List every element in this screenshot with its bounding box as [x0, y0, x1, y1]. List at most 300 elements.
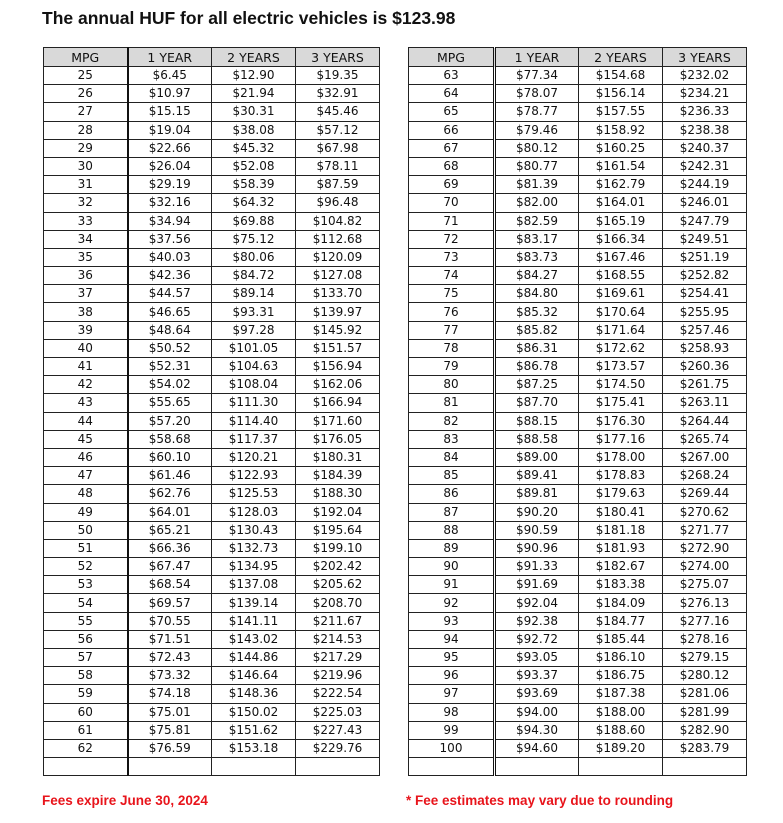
table-row [44, 412, 380, 430]
cell-mpg: 88 [409, 521, 495, 539]
cell-1-year: $77.34 [495, 67, 579, 85]
cell-3-years: $127.08 [296, 267, 380, 285]
table-row [409, 394, 747, 412]
cell-2-years: $188.60 [579, 721, 663, 739]
cell-2-years: $134.95 [212, 558, 296, 576]
table-row [44, 721, 380, 739]
table-row [44, 303, 380, 321]
cell-1-year: $84.27 [495, 267, 579, 285]
cell-1-year: $90.59 [495, 521, 579, 539]
table-row [409, 358, 747, 376]
cell-2-years: $21.94 [212, 85, 296, 103]
cell-2-years: $185.44 [579, 630, 663, 648]
cell-mpg: 85 [409, 467, 495, 485]
rounding-disclaimer-note: * Fee estimates may vary due to rounding [406, 793, 674, 808]
cell-2-years: $108.04 [212, 376, 296, 394]
cell-3-years: $188.30 [296, 485, 380, 503]
cell-mpg: 77 [409, 321, 495, 339]
cell-mpg: 100 [409, 739, 495, 757]
cell-2-years: $38.08 [212, 121, 296, 139]
cell-1-year: $76.59 [128, 739, 212, 757]
cell-3-years: $78.11 [296, 157, 380, 175]
cell-3-years: $264.44 [663, 412, 747, 430]
table-row [409, 212, 747, 230]
cell-mpg: 91 [409, 576, 495, 594]
cell-2-years: $150.02 [212, 703, 296, 721]
cell-2-years: $69.88 [212, 212, 296, 230]
cell-2-years: $154.68 [579, 67, 663, 85]
table-row [44, 558, 380, 576]
cell-mpg: 72 [409, 230, 495, 248]
cell-mpg: 56 [44, 630, 128, 648]
cell-2-years: $143.02 [212, 630, 296, 648]
cell-mpg: 76 [409, 303, 495, 321]
fee-table-right [408, 47, 747, 776]
cell-2-years: $184.77 [579, 612, 663, 630]
cell-2-years: $144.86 [212, 649, 296, 667]
cell-2-years: $171.64 [579, 321, 663, 339]
cell-mpg: 53 [44, 576, 128, 594]
table-row [409, 285, 747, 303]
cell-2-years: $176.30 [579, 412, 663, 430]
cell-mpg: 57 [44, 649, 128, 667]
cell-1-year: $54.02 [128, 376, 212, 394]
cell-2-years: $125.53 [212, 485, 296, 503]
table-row [409, 576, 747, 594]
table-row [409, 739, 747, 757]
cell-3-years: $32.91 [296, 85, 380, 103]
table-header-row [409, 48, 747, 67]
cell-1-year: $94.60 [495, 739, 579, 757]
cell-2-years: $52.08 [212, 157, 296, 175]
cell-1-year: $93.69 [495, 685, 579, 703]
cell-1-year: $42.36 [128, 267, 212, 285]
cell-3-years: $232.02 [663, 67, 747, 85]
cell-3-years: $271.77 [663, 521, 747, 539]
cell-3-years: $214.53 [296, 630, 380, 648]
cell-1-year [128, 758, 212, 776]
cell-2-years: $84.72 [212, 267, 296, 285]
cell-mpg: 32 [44, 194, 128, 212]
cell-mpg: 84 [409, 448, 495, 466]
cell-3-years: $257.46 [663, 321, 747, 339]
cell-3-years: $278.16 [663, 630, 747, 648]
cell-mpg: 37 [44, 285, 128, 303]
cell-1-year: $90.96 [495, 539, 579, 557]
cell-mpg: 44 [44, 412, 128, 430]
table-row [409, 667, 747, 685]
table-row [44, 321, 380, 339]
cell-mpg: 63 [409, 67, 495, 85]
cell-1-year: $81.39 [495, 176, 579, 194]
cell-1-year: $82.59 [495, 212, 579, 230]
cell-1-year: $80.12 [495, 139, 579, 157]
cell-3-years: $275.07 [663, 576, 747, 594]
table-row [409, 485, 747, 503]
cell-3-years: $280.12 [663, 667, 747, 685]
cell-2-years: $128.03 [212, 503, 296, 521]
table-row [409, 157, 747, 175]
cell-2-years: $158.92 [579, 121, 663, 139]
cell-mpg: 58 [44, 667, 128, 685]
cell-1-year: $55.65 [128, 394, 212, 412]
cell-2-years: $45.32 [212, 139, 296, 157]
cell-2-years: $157.55 [579, 103, 663, 121]
cell-mpg: 83 [409, 430, 495, 448]
table-row [409, 630, 747, 648]
cell-mpg: 94 [409, 630, 495, 648]
table-row [44, 230, 380, 248]
cell-3-years: $255.95 [663, 303, 747, 321]
cell-mpg: 99 [409, 721, 495, 739]
cell-1-year: $46.65 [128, 303, 212, 321]
cell-mpg: 51 [44, 539, 128, 557]
table-row [409, 503, 747, 521]
table-row [409, 339, 747, 357]
cell-3-years: $249.51 [663, 230, 747, 248]
cell-1-year: $19.04 [128, 121, 212, 139]
table-row [409, 758, 747, 776]
cell-3-years [296, 758, 380, 776]
table-row [44, 467, 380, 485]
cell-3-years: $192.04 [296, 503, 380, 521]
cell-mpg: 82 [409, 412, 495, 430]
table-row [44, 485, 380, 503]
cell-1-year: $93.37 [495, 667, 579, 685]
cell-2-years: $181.18 [579, 521, 663, 539]
cell-1-year: $70.55 [128, 612, 212, 630]
cell-2-years: $141.11 [212, 612, 296, 630]
table-row [44, 176, 380, 194]
cell-1-year: $85.82 [495, 321, 579, 339]
cell-2-years: $93.31 [212, 303, 296, 321]
cell-3-years: $166.94 [296, 394, 380, 412]
cell-1-year: $29.19 [128, 176, 212, 194]
cell-3-years: $263.11 [663, 394, 747, 412]
cell-2-years: $167.46 [579, 248, 663, 266]
cell-3-years: $67.98 [296, 139, 380, 157]
table-row [409, 558, 747, 576]
cell-1-year: $92.04 [495, 594, 579, 612]
cell-1-year: $62.76 [128, 485, 212, 503]
cell-2-years: $58.39 [212, 176, 296, 194]
cell-3-years: $281.99 [663, 703, 747, 721]
cell-mpg: 97 [409, 685, 495, 703]
table-row [44, 121, 380, 139]
cell-2-years: $187.38 [579, 685, 663, 703]
cell-2-years: $117.37 [212, 430, 296, 448]
cell-1-year: $34.94 [128, 212, 212, 230]
cell-3-years: $184.39 [296, 467, 380, 485]
cell-3-years: $236.33 [663, 103, 747, 121]
table-row [44, 103, 380, 121]
table-row [409, 685, 747, 703]
cell-2-years: $80.06 [212, 248, 296, 266]
cell-mpg: 86 [409, 485, 495, 503]
cell-3-years: $274.00 [663, 558, 747, 576]
cell-1-year: $79.46 [495, 121, 579, 139]
cell-3-years: $240.37 [663, 139, 747, 157]
table-row [44, 194, 380, 212]
cell-2-years: $120.21 [212, 448, 296, 466]
cell-mpg: 28 [44, 121, 128, 139]
cell-1-year: $89.00 [495, 448, 579, 466]
cell-1-year: $57.20 [128, 412, 212, 430]
cell-1-year: $90.20 [495, 503, 579, 521]
cell-1-year: $61.46 [128, 467, 212, 485]
cell-1-year: $69.57 [128, 594, 212, 612]
cell-3-years: $208.70 [296, 594, 380, 612]
cell-2-years: $181.93 [579, 539, 663, 557]
cell-3-years: $151.57 [296, 339, 380, 357]
cell-3-years: $258.93 [663, 339, 747, 357]
cell-2-years: $168.55 [579, 267, 663, 285]
cell-1-year: $94.00 [495, 703, 579, 721]
cell-2-years: $175.41 [579, 394, 663, 412]
cell-mpg: 79 [409, 358, 495, 376]
cell-mpg: 50 [44, 521, 128, 539]
cell-2-years: $114.40 [212, 412, 296, 430]
cell-3-years: $217.29 [296, 649, 380, 667]
cell-2-years: $189.20 [579, 739, 663, 757]
table-row [409, 121, 747, 139]
cell-3-years: $96.48 [296, 194, 380, 212]
cell-3-years: $87.59 [296, 176, 380, 194]
table-row [44, 358, 380, 376]
cell-3-years: $219.96 [296, 667, 380, 685]
table-row [409, 521, 747, 539]
cell-mpg: 46 [44, 448, 128, 466]
cell-1-year: $75.01 [128, 703, 212, 721]
cell-3-years: $120.09 [296, 248, 380, 266]
cell-mpg: 49 [44, 503, 128, 521]
cell-2-years: $146.64 [212, 667, 296, 685]
cell-3-years: $279.15 [663, 649, 747, 667]
table-row [44, 339, 380, 357]
cell-1-year: $88.15 [495, 412, 579, 430]
cell-mpg: 40 [44, 339, 128, 357]
cell-1-year: $37.56 [128, 230, 212, 248]
table-row [409, 448, 747, 466]
table-header-row [44, 48, 380, 67]
table-row [409, 594, 747, 612]
table-row [409, 321, 747, 339]
cell-mpg: 96 [409, 667, 495, 685]
table-row [44, 376, 380, 394]
cell-3-years: $282.90 [663, 721, 747, 739]
table-row [409, 194, 747, 212]
cell-1-year: $15.15 [128, 103, 212, 121]
cell-mpg: 64 [409, 85, 495, 103]
cell-2-years: $104.63 [212, 358, 296, 376]
cell-1-year: $85.32 [495, 303, 579, 321]
table-row [44, 285, 380, 303]
cell-2-years: $132.73 [212, 539, 296, 557]
cell-2-years: $139.14 [212, 594, 296, 612]
cell-2-years: $122.93 [212, 467, 296, 485]
column-header-mpg: MPG [44, 48, 128, 67]
fees-expire-note: Fees expire June 30, 2024 [42, 793, 208, 808]
cell-2-years: $160.25 [579, 139, 663, 157]
cell-mpg: 93 [409, 612, 495, 630]
column-header-2-years: 2 YEARS [212, 48, 296, 67]
cell-2-years: $169.61 [579, 285, 663, 303]
table-row [44, 667, 380, 685]
cell-mpg: 92 [409, 594, 495, 612]
cell-2-years: $153.18 [212, 739, 296, 757]
cell-mpg: 47 [44, 467, 128, 485]
cell-mpg: 25 [44, 67, 128, 85]
cell-mpg: 38 [44, 303, 128, 321]
cell-2-years: $156.14 [579, 85, 663, 103]
cell-mpg: 45 [44, 430, 128, 448]
cell-3-years: $45.46 [296, 103, 380, 121]
cell-2-years: $111.30 [212, 394, 296, 412]
cell-3-years: $202.42 [296, 558, 380, 576]
cell-2-years: $173.57 [579, 358, 663, 376]
cell-3-years: $156.94 [296, 358, 380, 376]
cell-1-year: $78.07 [495, 85, 579, 103]
cell-1-year: $94.30 [495, 721, 579, 739]
cell-mpg: 80 [409, 376, 495, 394]
cell-3-years: $222.54 [296, 685, 380, 703]
cell-2-years: $172.62 [579, 339, 663, 357]
cell-3-years: $227.43 [296, 721, 380, 739]
cell-mpg: 65 [409, 103, 495, 121]
cell-1-year: $10.97 [128, 85, 212, 103]
cell-mpg: 59 [44, 685, 128, 703]
table-row [409, 649, 747, 667]
cell-mpg: 33 [44, 212, 128, 230]
cell-2-years: $184.09 [579, 594, 663, 612]
cell-mpg: 54 [44, 594, 128, 612]
cell-2-years: $165.19 [579, 212, 663, 230]
cell-1-year: $22.66 [128, 139, 212, 157]
cell-3-years: $272.90 [663, 539, 747, 557]
cell-2-years: $166.34 [579, 230, 663, 248]
cell-3-years: $57.12 [296, 121, 380, 139]
cell-1-year: $52.31 [128, 358, 212, 376]
cell-mpg: 95 [409, 649, 495, 667]
table-row [44, 739, 380, 757]
cell-3-years: $269.44 [663, 485, 747, 503]
cell-1-year: $26.04 [128, 157, 212, 175]
table-row [44, 630, 380, 648]
cell-3-years: $261.75 [663, 376, 747, 394]
cell-3-years: $270.62 [663, 503, 747, 521]
cell-mpg: 42 [44, 376, 128, 394]
cell-mpg: 30 [44, 157, 128, 175]
page-title: The annual HUF for all electric vehicles is $123.98 [42, 8, 456, 28]
cell-mpg: 62 [44, 739, 128, 757]
cell-3-years: $176.05 [296, 430, 380, 448]
cell-2-years: $75.12 [212, 230, 296, 248]
cell-1-year: $50.52 [128, 339, 212, 357]
cell-1-year: $40.03 [128, 248, 212, 266]
cell-1-year: $86.31 [495, 339, 579, 357]
cell-3-years: $180.31 [296, 448, 380, 466]
cell-1-year: $65.21 [128, 521, 212, 539]
cell-3-years: $268.24 [663, 467, 747, 485]
table-row [44, 67, 380, 85]
cell-mpg: 70 [409, 194, 495, 212]
table-row [44, 594, 380, 612]
cell-3-years: $251.19 [663, 248, 747, 266]
cell-3-years: $112.68 [296, 230, 380, 248]
table-row [409, 248, 747, 266]
cell-2-years: $178.83 [579, 467, 663, 485]
cell-mpg: 68 [409, 157, 495, 175]
cell-mpg: 29 [44, 139, 128, 157]
cell-mpg: 67 [409, 139, 495, 157]
table-row [44, 649, 380, 667]
cell-mpg: 52 [44, 558, 128, 576]
table-row [44, 758, 380, 776]
table-row [409, 430, 747, 448]
table-row [44, 612, 380, 630]
table-row [409, 376, 747, 394]
cell-3-years [663, 758, 747, 776]
cell-mpg: 55 [44, 612, 128, 630]
table-row [44, 685, 380, 703]
cell-2-years: $161.54 [579, 157, 663, 175]
cell-mpg: 34 [44, 230, 128, 248]
cell-3-years: $211.67 [296, 612, 380, 630]
cell-3-years: $267.00 [663, 448, 747, 466]
cell-2-years [579, 758, 663, 776]
cell-1-year: $32.16 [128, 194, 212, 212]
cell-2-years: $177.16 [579, 430, 663, 448]
column-header-3-years: 3 YEARS [663, 48, 747, 67]
cell-1-year: $64.01 [128, 503, 212, 521]
table-row [44, 394, 380, 412]
cell-2-years: $182.67 [579, 558, 663, 576]
cell-3-years: $145.92 [296, 321, 380, 339]
cell-mpg: 74 [409, 267, 495, 285]
cell-3-years: $162.06 [296, 376, 380, 394]
table-row [44, 448, 380, 466]
cell-mpg: 60 [44, 703, 128, 721]
cell-mpg: 43 [44, 394, 128, 412]
cell-2-years: $30.31 [212, 103, 296, 121]
table-row [409, 67, 747, 85]
cell-1-year: $80.77 [495, 157, 579, 175]
table-row [44, 248, 380, 266]
cell-1-year: $60.10 [128, 448, 212, 466]
table-row [44, 157, 380, 175]
cell-1-year: $93.05 [495, 649, 579, 667]
cell-2-years [212, 758, 296, 776]
fee-table-left [43, 47, 380, 776]
cell-1-year: $44.57 [128, 285, 212, 303]
cell-3-years: $281.06 [663, 685, 747, 703]
cell-2-years: $186.75 [579, 667, 663, 685]
cell-1-year [495, 758, 579, 776]
cell-1-year: $91.33 [495, 558, 579, 576]
cell-2-years: $170.64 [579, 303, 663, 321]
cell-2-years: $97.28 [212, 321, 296, 339]
table-row [409, 412, 747, 430]
cell-mpg: 48 [44, 485, 128, 503]
cell-1-year: $67.47 [128, 558, 212, 576]
cell-mpg: 36 [44, 267, 128, 285]
cell-mpg: 69 [409, 176, 495, 194]
cell-1-year: $66.36 [128, 539, 212, 557]
table-row [409, 467, 747, 485]
cell-1-year: $84.80 [495, 285, 579, 303]
table-row [409, 103, 747, 121]
cell-3-years: $229.76 [296, 739, 380, 757]
